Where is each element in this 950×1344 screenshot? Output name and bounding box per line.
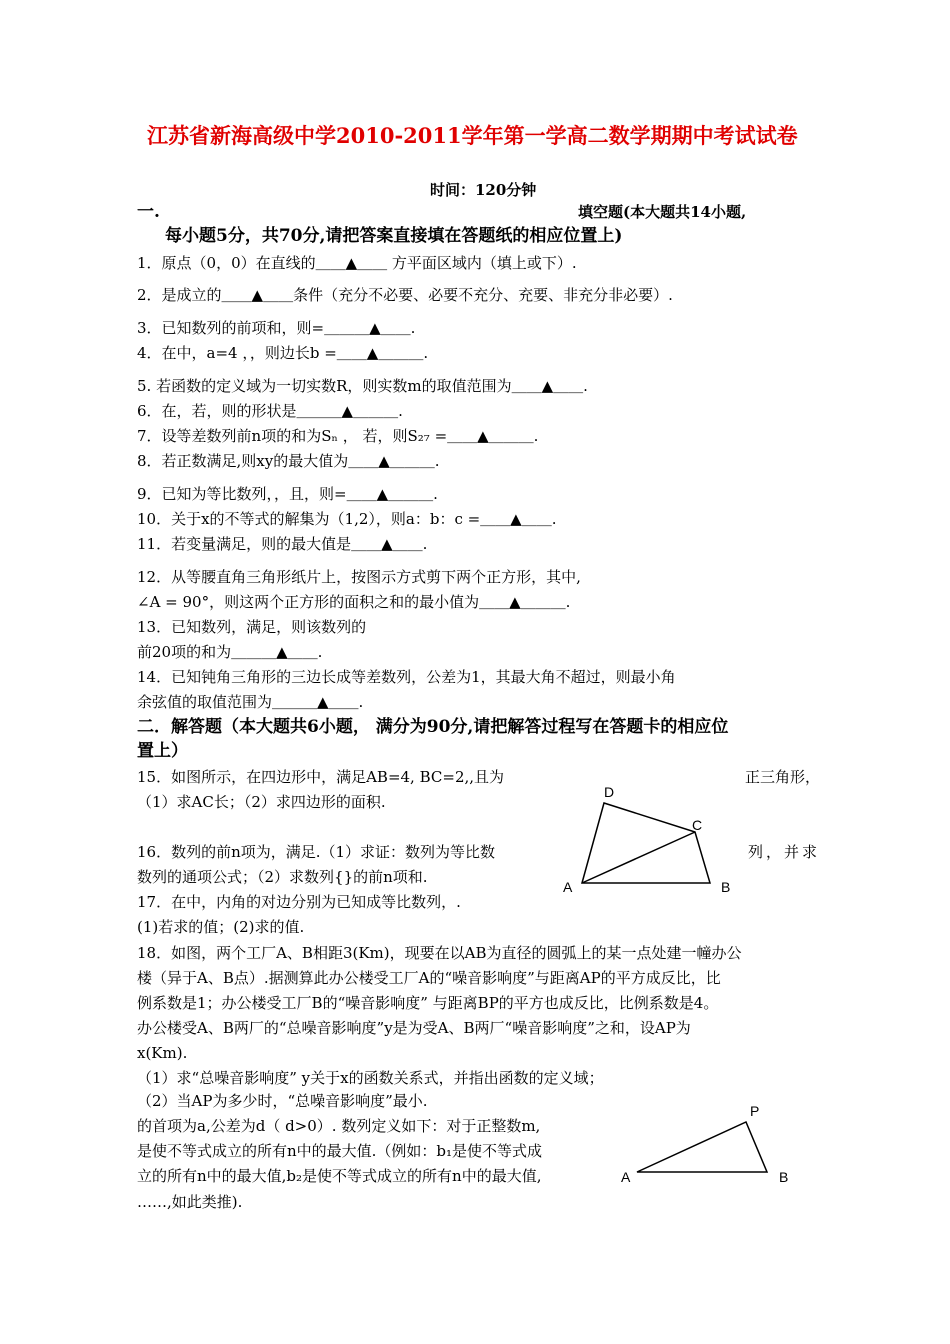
question-14-line1: 14．已知钝角三角形的三边长成等差数列，公差为1，其最大角不超过，则最小角 [137, 668, 676, 686]
question-19-line1: 的首项为a,公差为d（ d>0）. 数列定义如下：对于正整数m, [137, 1117, 541, 1135]
question-15-line2: （1）求AC长；（2）求四边形的面积. [137, 793, 386, 811]
quadrilateral-outline [582, 803, 710, 883]
question-18-line3: 例系数是1；办公楼受工厂B的“噪音影响度” 与距离BP的平方也成反比，比例系数是4。 [137, 994, 719, 1012]
question-7: 7．设等差数列前n项的和为Sₙ ， 若，则S₂₇ =＿＿▲＿＿＿. [137, 427, 539, 445]
section2-heading: 二．解答题（本大题共6小题， 满分为90分,请把解答过程写在答题卡的相应位 [137, 717, 729, 737]
question-5: 5. 若函数的定义域为一切实数R，则实数m的取值范围为＿＿▲＿＿. [137, 377, 588, 395]
question-19-line4: ……,如此类推). [137, 1193, 243, 1211]
label-a2: A [621, 1169, 631, 1185]
question-19-line2: 是使不等式成立的所有n中的最大值.（例如：b₁是使不等式成 [137, 1142, 543, 1160]
question-19-line3: 立的所有n中的最大值,b₂是使不等式成立的所有n中的最大值, [137, 1167, 542, 1185]
question-18-line6: （1）求“总噪音影响度” y关于x的函数关系式，并指出函数的定义域； [137, 1069, 604, 1087]
question-15-line1-right: 正三角形， [745, 768, 821, 786]
question-13-line2: 前20项的和为＿＿＿▲＿＿. [137, 643, 323, 661]
label-a: A [563, 879, 573, 895]
triangle-outline [637, 1122, 767, 1172]
section2-heading-line2: 置上） [137, 741, 188, 761]
triangle-figure [615, 1100, 805, 1192]
question-13-line1: 13．已知数列，满足，则该数列的 [137, 618, 367, 636]
question-16-line2: 数列的通项公式；（2）求数列{}的前n项和. [137, 868, 428, 886]
label-b: B [721, 879, 731, 895]
question-6: 6．在，若，则的形状是＿＿＿▲＿＿＿. [137, 402, 403, 420]
diagonal-ac [582, 832, 695, 883]
question-4: 4．在中，a=4 ，，则边长b =＿＿▲＿＿＿. [137, 344, 429, 362]
exam-time: 时间：120分钟 [430, 181, 537, 199]
label-b2: B [779, 1169, 789, 1185]
label-p: P [750, 1103, 760, 1119]
label-c: C [692, 817, 703, 833]
page-title: 江苏省新海高级中学2010-2011学年第一学高二数学期期中考试试卷 [147, 123, 798, 148]
question-3: 3．已知数列的前项和，则=＿＿＿▲＿＿. [137, 319, 416, 337]
question-18-line7: （2）当AP为多少时，“总噪音影响度”最小. [137, 1092, 428, 1110]
section1-number: 一. [137, 202, 160, 222]
question-12-line2: ∠A = 90°，则这两个正方形的面积之和的最小值为＿＿▲＿＿＿. [137, 593, 571, 611]
question-2: 2．是成立的＿＿▲＿＿条件（充分不必要、必要不充分、充要、非充分非必要）. [137, 286, 673, 304]
question-18-line2: 楼（异于A、B点）.据测算此办公楼受工厂A的“噪音影响度”与距离AP的平方成反比，比 [137, 969, 721, 987]
question-11: 11．若变量满足，则的最大值是＿＿▲＿＿. [137, 535, 428, 553]
question-16-line1-right: 列，并求 [748, 843, 821, 861]
question-18-line1: 18．如图，两个工厂A、B相距3(Km)，现要在以AB为直径的圆弧上的某一点处建一幢办公 [137, 944, 742, 962]
question-10: 10．关于x的不等式的解集为（1,2），则a：b：c =＿＿▲＿＿. [137, 510, 557, 528]
section1-heading-line2: 每小题5分，共70分,请把答案直接填在答题纸的相应位置上) [165, 226, 623, 246]
question-1: 1．原点（0，0）在直线的＿＿▲＿＿ 方平面区域内（填上或下）. [137, 254, 577, 272]
question-16-line1: 16．数列的前n项为，满足.（1）求证：数列为等比数 [137, 843, 496, 861]
question-15-line1: 15．如图所示，在四边形中，满足AB=4, BC=2,,且为 [137, 768, 505, 786]
question-12-line1: 12．从等腰直角三角形纸片上，按图示方式剪下两个正方形，其中, [137, 568, 581, 586]
question-8: 8．若正数满足,则xy的最大值为＿＿▲＿＿＿. [137, 452, 440, 470]
question-14-line2: 余弦值的取值范围为＿＿＿▲＿＿. [137, 693, 364, 711]
question-18-line5: x(Km). [137, 1044, 188, 1062]
question-18-line4: 办公楼受A、B两厂的“总噪音影响度”y是为受A、B两厂“噪音影响度”之和，设AP为 [137, 1019, 691, 1037]
label-d: D [604, 784, 615, 800]
question-17-line1: 17．在中，内角的对边分别为已知成等比数列，. [137, 893, 461, 911]
question-17-line2: (1)若求的值；(2)求的值. [137, 918, 305, 936]
question-9: 9．已知为等比数列，，且，则=＿＿▲＿＿＿. [137, 485, 438, 503]
section1-heading: 填空题(本大题共14小题, [578, 203, 747, 221]
quadrilateral-figure [555, 780, 745, 900]
